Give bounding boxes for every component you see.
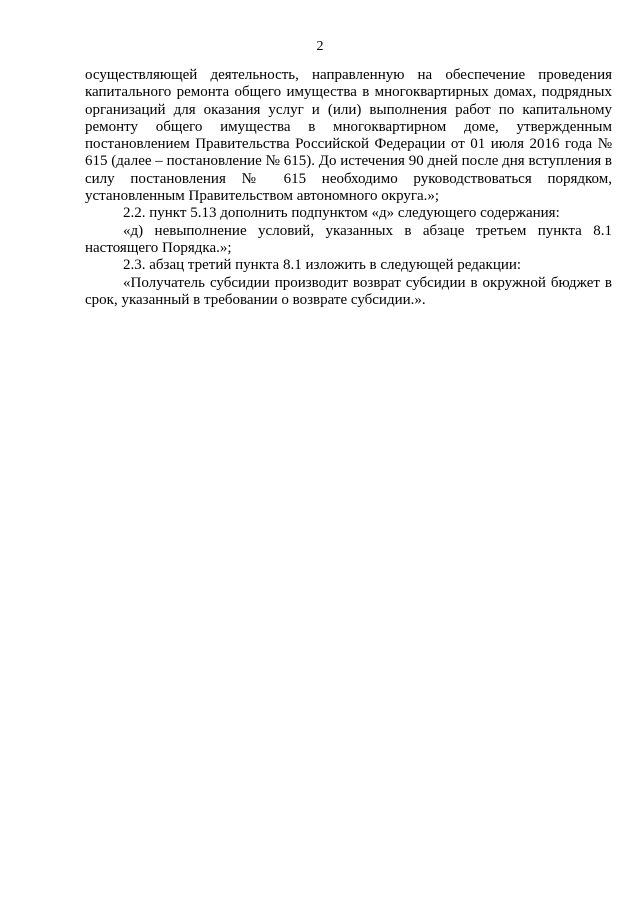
paragraph-continuation: осуществляющей деятельность, направленную на обеспечение проведения капитального ремонта общего имущества в многоквартирных домах, подрядных организаций для оказания услуг и (или) выполнения работ по капитальному ремонту общего имущества в многоквартирном доме, утвержденным постановлением Правительства Российской Федерации от 01 июля 2016 года № 615 (далее – постановление № 615). До истечения 90 дней после дня вступления в силу постановления № 615 необходимо руководствоваться порядком, установленным Правительством автономного округа.»; [85, 67, 612, 205]
page-number: 2 [316, 39, 324, 54]
document-body [85, 67, 612, 309]
paragraph-item-2-2: 2.2. пункт 5.13 дополнить подпунктом «д» следующего содержания: [123, 205, 560, 222]
paragraph-item-2-3: 2.3. абзац третий пункта 8.1 изложить в следующей редакции: [123, 257, 522, 274]
paragraph-quote-refund: «Получатель субсидии производит возврат субсидии в окружной бюджет в срок, указанный в требовании о возврате субсидии.». [85, 274, 612, 308]
paragraph-subitem-d: «д) невыполнение условий, указанных в абзаце третьем пункта 8.1 настоящего Порядка.»; [85, 222, 612, 256]
